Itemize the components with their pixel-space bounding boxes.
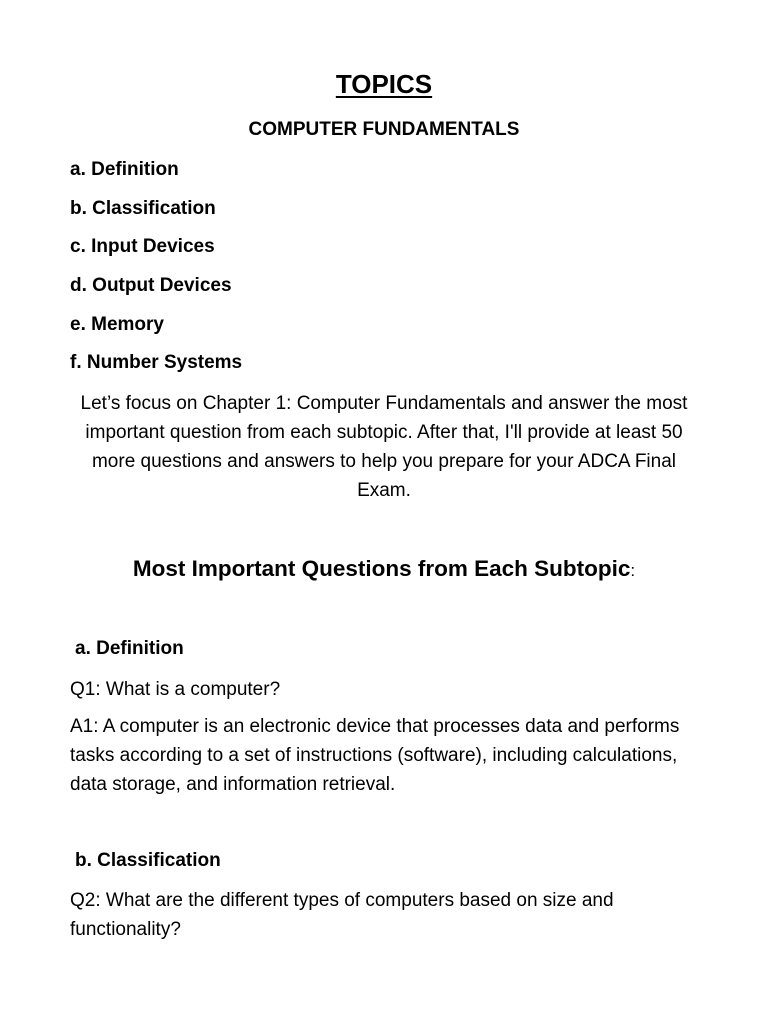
answer-1: A1: A computer is an electronic device that processes data and performs tasks according to a set of instructions (software), including calculations, data storage, and information retrieval. — [70, 716, 680, 795]
section-heading — [0, 554, 768, 586]
section-heading-colon: : — [630, 561, 636, 580]
topic-item-output-devices: d. Output Devices — [70, 275, 232, 297]
question-2: Q2: What are the different types of computers based on size and functionality? — [70, 890, 614, 940]
topic-item-input-devices: c. Input Devices — [70, 236, 215, 258]
section-heading-text: Most Important Questions from Each Subtopic — [132, 556, 631, 581]
topic-item-memory: e. Memory — [70, 313, 164, 335]
subtopic-heading-classification: b. Classification — [75, 850, 221, 871]
subtopic-heading-definition: a. Definition — [75, 638, 184, 659]
question-1: Q1: What is a computer? — [70, 679, 281, 700]
topic-list — [70, 158, 242, 390]
chapter-subtitle: COMPUTER FUNDAMENTALS — [248, 119, 520, 140]
topic-item-number-systems: f. Number Systems — [70, 352, 243, 374]
topic-item-classification: b. Classification — [70, 197, 216, 219]
intro-paragraph: Let’s focus on Chapter 1: Computer Fundamentals and answer the most important question from each subtopic. After that, I'll provide at least 50 more questions and answers to help you prepare for your ADCA Final Exam. — [80, 393, 688, 501]
topic-item-definition: a. Definition — [70, 159, 179, 180]
page-title: TOPICS — [335, 69, 433, 99]
